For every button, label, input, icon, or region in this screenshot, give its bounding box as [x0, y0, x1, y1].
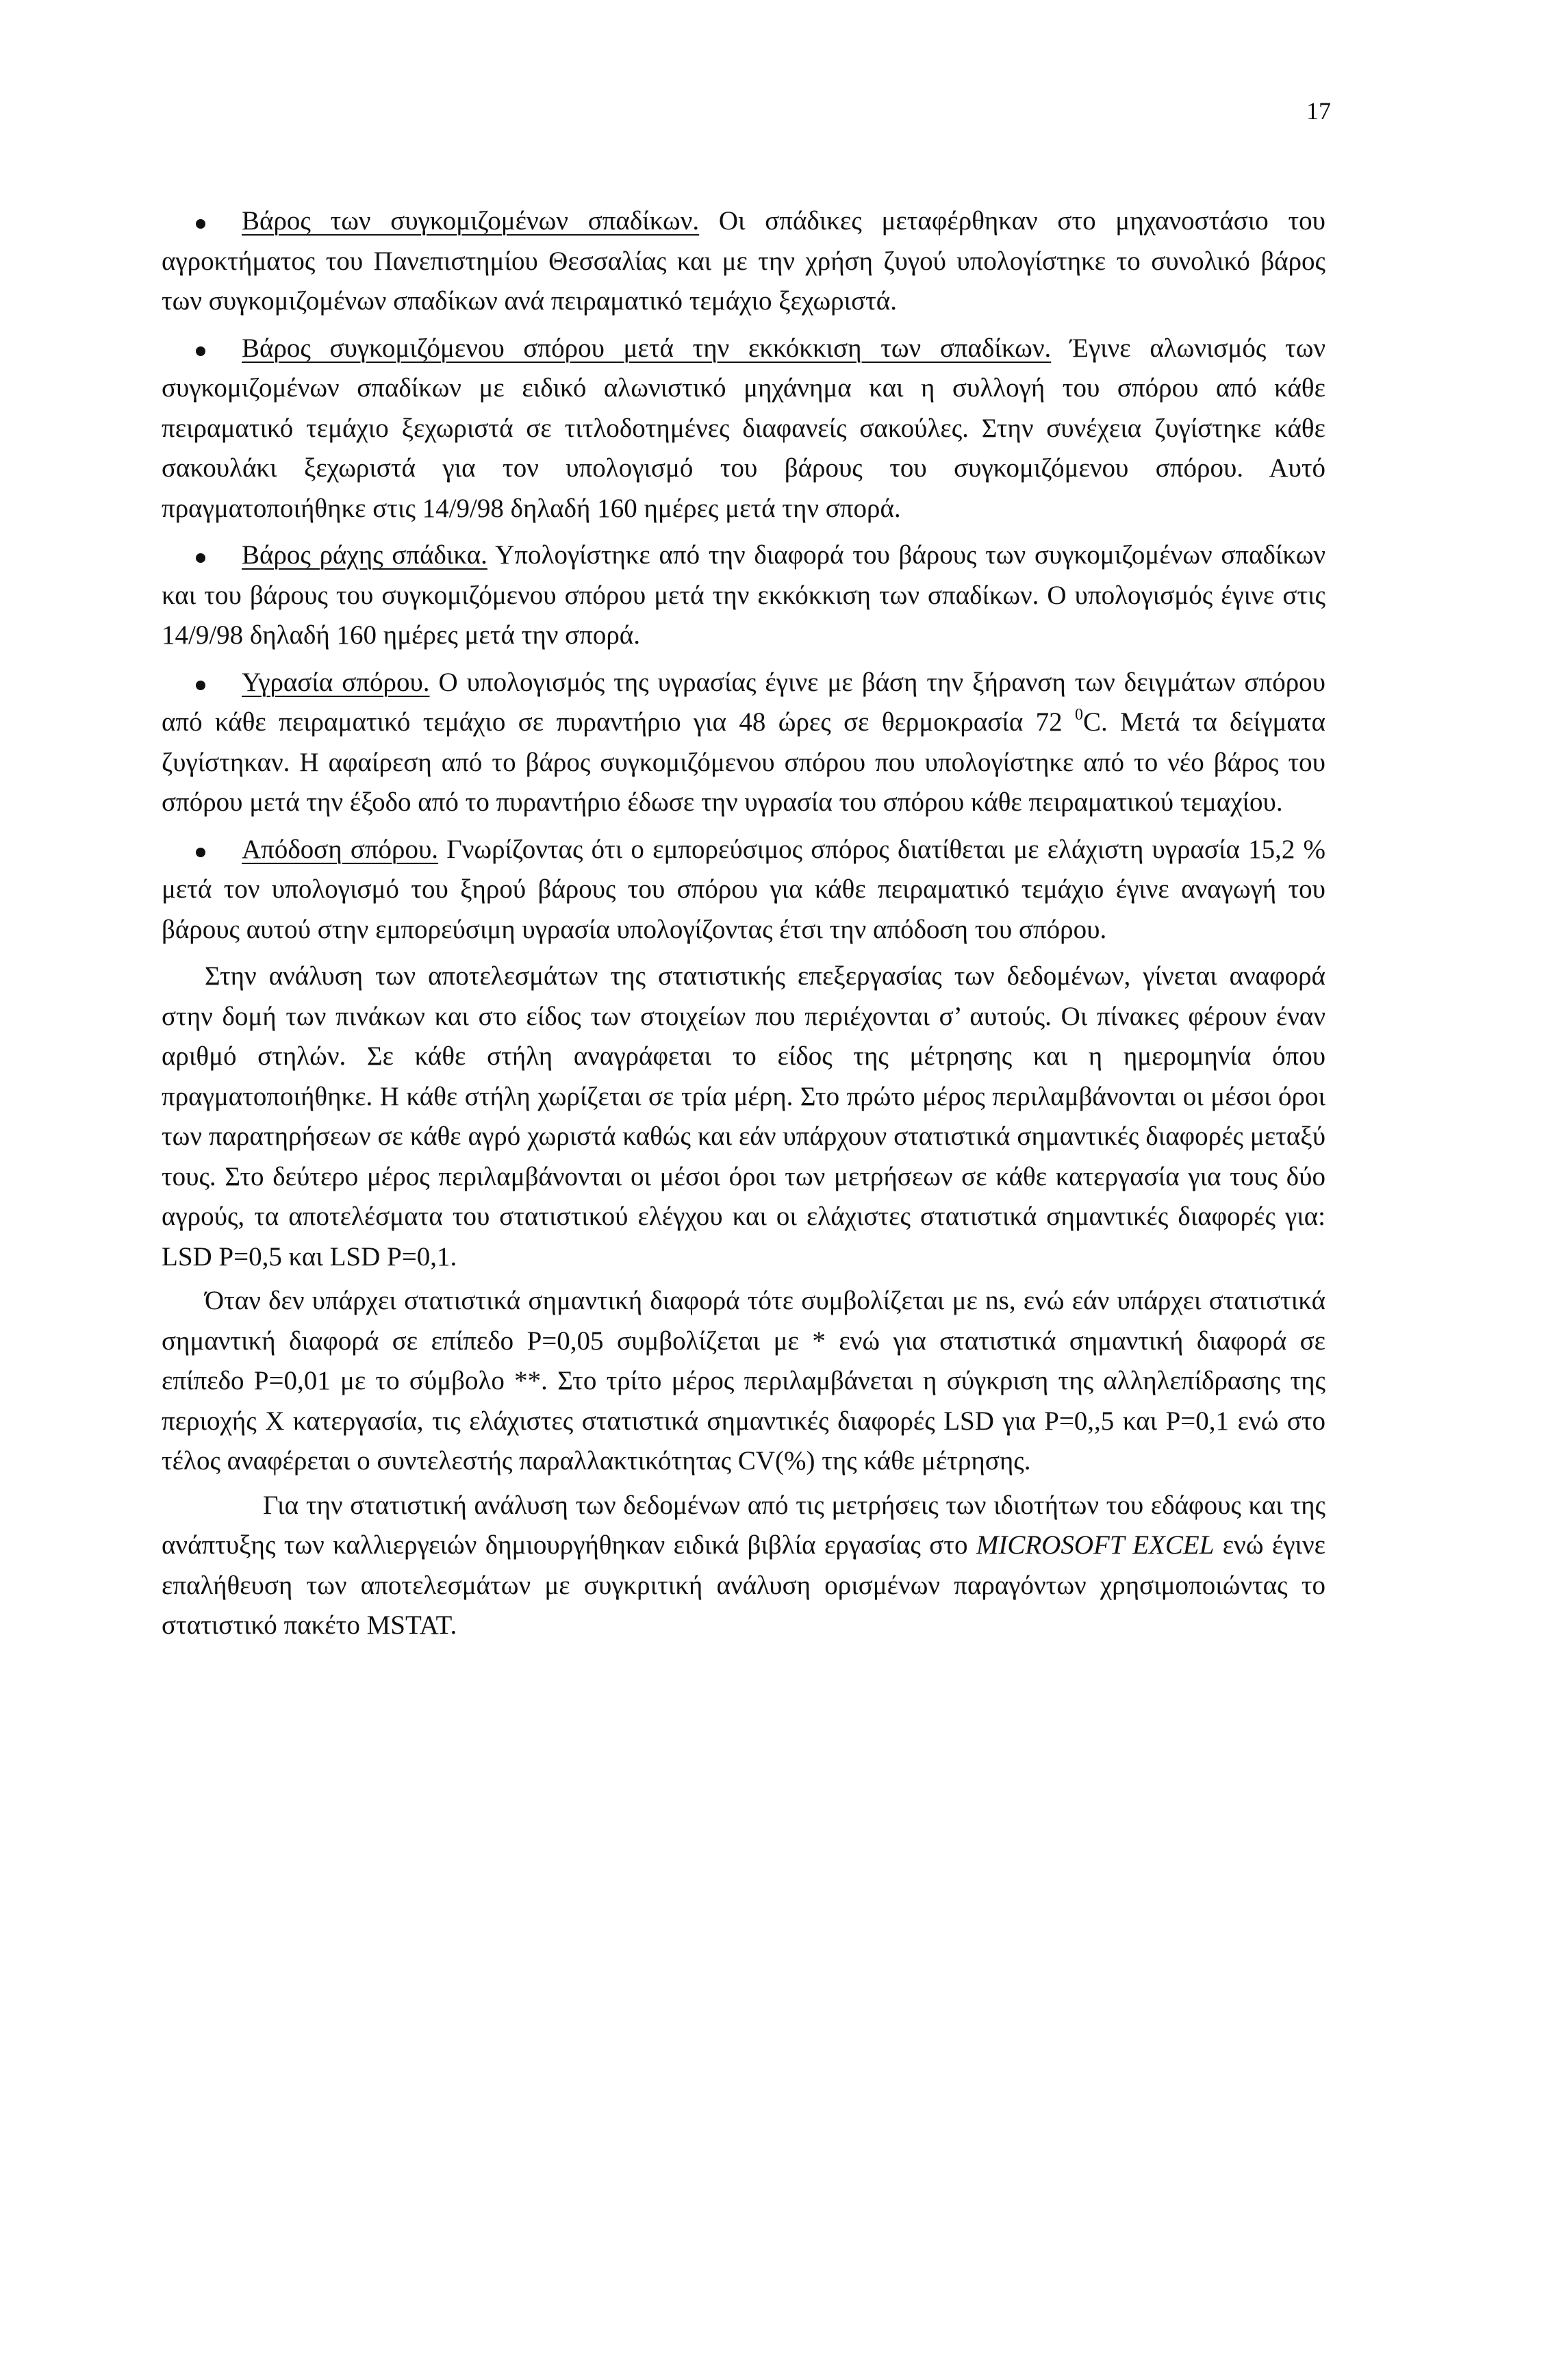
bullet-item-seed-yield	[162, 830, 1325, 950]
bullet-item-seed-moisture	[162, 663, 1325, 823]
bullet-text-part-2: C. Μετά τα δείγματα ζυγίστηκαν. Η αφαίρεση από το βάρος συγκομιζόμενου σπόρου που υπολογίστηκε από το νέο βάρος του σπόρου μετά την έξοδο από το πυραντήριο έδωσε την υγρασία του σπόρου κάθε πειραματικού τεμαχίου.	[162, 707, 1325, 817]
bullet-text-part-1: Ο υπολογισμός της υγρασίας έγινε με βάση την ξήρανση των δειγμάτων σπόρου από κάθε πειραματικό τεμάχιο σε πυραντήριο για 48 ώρες σε θερμοκρασία 72	[162, 667, 1325, 737]
degree-superscript: 0	[1074, 706, 1083, 724]
page-content	[162, 201, 1325, 1646]
paragraph-analysis: Στην ανάλυση των αποτελεσμάτων της στατιστικής επεξεργασίας των δεδομένων, γίνεται αναφορά στην δομή των πινάκων και στο είδος των στοιχείων που περιέχονται σ’ αυτούς. Οι πίνακες φέρουν έναν αριθμό στηλών. Σε κάθε στήλη αναγράφεται το είδος της μέτρησης και η ημερομηνία όπου πραγματοποιήθηκε. Η κάθε στήλη χωρίζεται σε τρία μέρη. Στο πρώτο μέρος περιλαμβάνονται οι μέσοι όροι των παρατηρήσεων σε κάθε αγρό χωριστά καθώς και εάν υπάρχουν στατιστικά σημαντικές διαφορές μεταξύ τους. Στο δεύτερο μέρος περιλαμβάνονται οι μέσοι όροι των μετρήσεων σε κάθε κατεργασία για τους δύο αγρούς, τα αποτελέσματα του στατιστικού ελέγχου και οι ελάχιστες στατιστικά σημαντικές διαφορές για: LSD P=0,5 και LSD P=0,1.	[162, 961, 1325, 1271]
bullet-title: Απόδοση σπόρου.	[242, 834, 439, 864]
paragraph-significance: Όταν δεν υπάρχει στατιστικά σημαντική διαφορά τότε συμβολίζεται με ns, ενώ εάν υπάρχει στατιστικά σημαντική διαφορά σε επίπεδο P=0,05 συμβολίζεται με * ενώ για στατιστικά σημαντική διαφορά σε επίπεδο P=0,01 με το σύμβολο **. Στο τρίτο μέρος περιλαμβάνεται η σύγκριση της αλληλεπίδρασης της περιοχής Χ κατεργασία, τις ελάχιστες στατιστικά σημαντικές διαφορές LSD για P=0,,5 και P=0,1 ενώ στο τέλος αναφέρεται ο συντελεστής παραλλακτικότητας CV(%) της κάθε μέτρησης.	[162, 1286, 1325, 1476]
paragraph-tools-text-2: ενώ έγινε επαλήθευση των αποτελεσμάτων με συγκριτική ανάλυση ορισμένων παραγόντων χρησιμοποιώντας το στατιστικό πακέτο MSTAT.	[162, 1530, 1326, 1640]
bullet-text: Γνωρίζοντας ότι ο εμπορεύσιμος σπόρος διατίθεται με ελάχιστη υγρασία 15,2 % μετά τον υπολογισμό του ξηρού βάρους του σπόρου για κάθε πειραματικό τεμάχιο έγινε αναγωγή του βάρους αυτού στην εμπορεύσιμη υγρασία υπολογίζοντας έτσι την απόδοση του σπόρου.	[162, 834, 1325, 944]
software-name: MICROSOFT EXCEL	[976, 1530, 1215, 1560]
paragraph-tools	[162, 1486, 1325, 1646]
bullet-dot-icon	[196, 848, 205, 857]
bullet-text: Έγινε αλωνισμός των συγκομιζομένων σπαδίκων με ειδικό αλωνιστικό μηχάνημα και η συλλογή του σπόρου από κάθε πειραματικό τεμάχιο ξεχωριστά σε τιτλοδοτημένες διαφανείς σακούλες. Στην συνέχεια ζυγίστηκε κάθε σακουλάκι ξεχωριστά για τον υπολογισμό του βάρους του συγκομιζόμενου σπόρου. Αυτό πραγματοποιήθηκε στις 14/9/98 δηλαδή 160 ημέρες μετά την σπορά.	[162, 333, 1325, 523]
bullet-item-harvested-ear-weight	[162, 201, 1325, 322]
bullet-title: Βάρος συγκομιζόμενου σπόρου μετά την εκκόκκιση των σπαδίκων.	[242, 333, 1052, 363]
bullet-dot-icon	[196, 219, 205, 229]
bullet-item-cob-weight	[162, 535, 1325, 656]
bullet-dot-icon	[196, 553, 205, 563]
bullet-dot-icon	[196, 681, 205, 690]
bullet-dot-icon	[196, 346, 205, 356]
bullet-title: Βάρος ράχης σπάδικα.	[242, 540, 487, 570]
bullet-title: Υγρασία σπόρου.	[242, 667, 430, 697]
page-number: 17	[1306, 97, 1331, 125]
paragraph-tools-text-1: Για την στατιστική ανάλυση των δεδομένων από τις μετρήσεις των ιδιοτήτων του εδάφους και της ανάπτυξης των καλλιεργειών δημιουργήθηκαν ειδικά βιβλία εργασίας στο	[162, 1490, 1325, 1560]
bullet-title: Βάρος των συγκομιζομένων σπαδίκων.	[242, 206, 700, 236]
bullet-item-seed-weight	[162, 329, 1325, 529]
bullet-text: Υπολογίστηκε από την διαφορά του βάρους των συγκομιζομένων σπαδίκων και του βάρους του συγκομιζόμενου σπόρου μετά την εκκόκκιση των σπαδίκων. Ο υπολογισμός έγινε στις 14/9/98 δηλαδή 160 ημέρες μετά την σπορά.	[162, 540, 1326, 650]
bullet-text: Οι σπάδικες μεταφέρθηκαν στο μηχανοστάσιο του αγροκτήματος του Πανεπιστημίου Θεσσαλίας και με την χρήση ζυγού υπολογίστηκε το συνολικό βάρος των συγκομιζομένων σπαδίκων ανά πειραματικό τεμάχιο ξεχωριστά.	[162, 206, 1325, 316]
